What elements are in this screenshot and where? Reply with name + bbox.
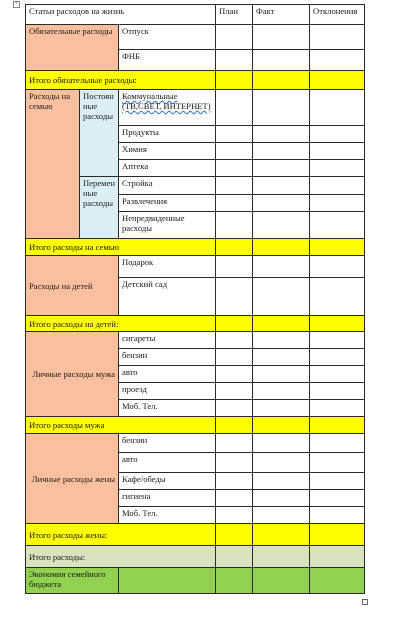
- item-cell[interactable]: Стройка: [119, 177, 216, 195]
- item-cell[interactable]: сигареты: [119, 332, 216, 349]
- mandatory-total: Итого обязательные расходы:: [26, 71, 216, 90]
- fact-cell[interactable]: [253, 71, 310, 90]
- plan-cell[interactable]: [216, 507, 253, 524]
- deviation-cell[interactable]: [310, 507, 365, 524]
- plan-cell[interactable]: [216, 126, 253, 143]
- deviation-cell[interactable]: [310, 256, 365, 278]
- wife-total: Итого расходы жены:: [26, 524, 216, 546]
- plan-cell[interactable]: [216, 239, 253, 256]
- table-row: [26, 256, 365, 278]
- fact-cell[interactable]: [253, 453, 310, 473]
- plan-cell[interactable]: [216, 160, 253, 177]
- mandatory-label: Обязательные расходы: [26, 25, 119, 71]
- deviation-cell[interactable]: [310, 332, 365, 349]
- husband-total: Итого расходы мужа: [26, 417, 216, 434]
- fact-cell[interactable]: [253, 349, 310, 366]
- item-cell[interactable]: [119, 90, 216, 126]
- fact-cell[interactable]: [253, 177, 310, 195]
- fact-cell[interactable]: [253, 50, 310, 71]
- grand-total-row: [26, 546, 365, 568]
- plan-cell[interactable]: [216, 524, 253, 546]
- plan-cell[interactable]: [216, 383, 253, 400]
- item-cell[interactable]: авто: [119, 366, 216, 383]
- fact-cell[interactable]: [253, 490, 310, 507]
- deviation-cell[interactable]: [310, 239, 365, 256]
- fact-cell[interactable]: [253, 212, 310, 239]
- item-cell[interactable]: проезд: [119, 383, 216, 400]
- item-cell[interactable]: Детский сад: [119, 278, 216, 316]
- item-cell[interactable]: бензин: [119, 434, 216, 453]
- deviation-cell[interactable]: [310, 568, 365, 594]
- item-cell[interactable]: Подарок: [119, 256, 216, 278]
- header-row: [26, 5, 365, 25]
- deviation-cell[interactable]: [310, 400, 365, 417]
- item-cell[interactable]: ФНБ: [119, 50, 216, 71]
- plan-cell[interactable]: [216, 473, 253, 490]
- deviation-cell[interactable]: [310, 50, 365, 71]
- fact-cell[interactable]: [253, 332, 310, 349]
- header-plan: План: [216, 5, 253, 25]
- deviation-cell[interactable]: [310, 434, 365, 453]
- item-text: Коммунальные (ТВ,СВЕТ, ИНТЕРНЕТ): [122, 91, 211, 111]
- children-total: Итого расходы на детей:: [26, 316, 216, 332]
- fact-cell[interactable]: [253, 473, 310, 490]
- deviation-cell[interactable]: [310, 366, 365, 383]
- deviation-cell[interactable]: [310, 524, 365, 546]
- deviation-cell[interactable]: [310, 177, 365, 195]
- deviation-cell[interactable]: [310, 417, 365, 434]
- item-cell[interactable]: Химия: [119, 143, 216, 160]
- fact-cell[interactable]: [253, 434, 310, 453]
- fact-cell[interactable]: [253, 400, 310, 417]
- header-fact: Факт: [253, 5, 310, 25]
- plan-cell[interactable]: [216, 332, 253, 349]
- fact-cell[interactable]: [253, 366, 310, 383]
- plan-cell[interactable]: [216, 546, 253, 568]
- deviation-cell[interactable]: [310, 71, 365, 90]
- fact-cell[interactable]: [253, 126, 310, 143]
- family-label: Расходы на семью: [26, 90, 80, 239]
- item-cell[interactable]: Моб. Тел.: [119, 400, 216, 417]
- husband-label: Личные расходы мужа: [26, 332, 119, 417]
- deviation-cell[interactable]: [310, 490, 365, 507]
- fact-cell[interactable]: [253, 417, 310, 434]
- plan-cell[interactable]: [216, 143, 253, 160]
- savings-label: Экономия семейного бюджета: [26, 568, 119, 594]
- item-cell[interactable]: Непредвиденные расходы: [119, 212, 216, 239]
- table-row: [26, 332, 365, 349]
- plan-cell[interactable]: [216, 212, 253, 239]
- budget-table: [25, 4, 365, 594]
- plan-cell[interactable]: [216, 453, 253, 473]
- deviation-cell[interactable]: [310, 473, 365, 490]
- deviation-cell[interactable]: [310, 546, 365, 568]
- fact-cell[interactable]: [253, 278, 310, 316]
- plan-cell[interactable]: [216, 417, 253, 434]
- table-row: [26, 90, 365, 126]
- fact-cell[interactable]: [253, 239, 310, 256]
- family-constant-label: Постоянные расходы: [80, 90, 119, 177]
- deviation-cell[interactable]: [310, 278, 365, 316]
- children-label: Расходы на детей: [26, 256, 119, 316]
- plan-cell[interactable]: [216, 90, 253, 126]
- savings-cell[interactable]: [119, 568, 216, 594]
- total-row: [26, 417, 365, 434]
- fact-cell[interactable]: [253, 256, 310, 278]
- fact-cell[interactable]: [253, 143, 310, 160]
- item-cell[interactable]: Кафе/обеды: [119, 473, 216, 490]
- item-cell[interactable]: Продукты: [119, 126, 216, 143]
- fact-cell[interactable]: [253, 90, 310, 126]
- grand-total-label: Итого расходы:: [26, 546, 216, 568]
- deviation-cell[interactable]: [310, 383, 365, 400]
- plan-cell[interactable]: [216, 50, 253, 71]
- plan-cell[interactable]: [216, 434, 253, 453]
- item-cell[interactable]: Моб. Тел.: [119, 507, 216, 524]
- family-total: Итого расходы на семью: [26, 239, 216, 256]
- total-row: [26, 239, 365, 256]
- header-deviation: Отклонения: [310, 5, 365, 25]
- fact-cell[interactable]: [253, 383, 310, 400]
- item-cell[interactable]: Аптека: [119, 160, 216, 177]
- plan-cell[interactable]: [216, 400, 253, 417]
- item-cell[interactable]: бензин: [119, 349, 216, 366]
- table-row: [26, 434, 365, 453]
- plan-cell[interactable]: [216, 177, 253, 195]
- plan-cell[interactable]: [216, 25, 253, 50]
- savings-row: [26, 568, 365, 594]
- fact-cell[interactable]: [253, 316, 310, 332]
- total-row: [26, 316, 365, 332]
- deviation-cell[interactable]: [310, 126, 365, 143]
- header-category: Статьи расходов на жизнь: [26, 5, 216, 25]
- plan-cell[interactable]: [216, 568, 253, 594]
- plan-cell[interactable]: [216, 278, 253, 316]
- fact-cell[interactable]: [253, 160, 310, 177]
- table-move-handle[interactable]: +: [14, 1, 19, 7]
- plan-cell[interactable]: [216, 316, 253, 332]
- plan-cell[interactable]: [216, 366, 253, 383]
- fact-cell[interactable]: [253, 524, 310, 546]
- item-cell[interactable]: Отпуск: [119, 25, 216, 50]
- deviation-cell[interactable]: [310, 160, 365, 177]
- deviation-cell[interactable]: [310, 349, 365, 366]
- family-variable-label: Переменные расходы: [80, 177, 119, 239]
- item-cell[interactable]: гигиена: [119, 490, 216, 507]
- plan-cell[interactable]: [216, 490, 253, 507]
- deviation-cell[interactable]: [310, 212, 365, 239]
- deviation-cell[interactable]: [310, 316, 365, 332]
- plan-cell[interactable]: [216, 71, 253, 90]
- fact-cell[interactable]: [253, 507, 310, 524]
- item-cell[interactable]: авто: [119, 453, 216, 473]
- plan-cell[interactable]: [216, 256, 253, 278]
- deviation-cell[interactable]: [310, 90, 365, 126]
- table-resize-handle[interactable]: [362, 599, 368, 605]
- plan-cell[interactable]: [216, 349, 253, 366]
- deviation-cell[interactable]: [310, 143, 365, 160]
- item-cell[interactable]: Развлечения: [119, 195, 216, 212]
- table-row: [26, 25, 365, 50]
- deviation-cell[interactable]: [310, 25, 365, 50]
- total-row: [26, 71, 365, 90]
- deviation-cell[interactable]: [310, 195, 365, 212]
- fact-cell[interactable]: [253, 546, 310, 568]
- fact-cell[interactable]: [253, 25, 310, 50]
- deviation-cell[interactable]: [310, 453, 365, 473]
- total-row: [26, 524, 365, 546]
- wife-label: Личные расходы жены: [26, 434, 119, 524]
- plan-cell[interactable]: [216, 195, 253, 212]
- fact-cell[interactable]: [253, 195, 310, 212]
- fact-cell[interactable]: [253, 568, 310, 594]
